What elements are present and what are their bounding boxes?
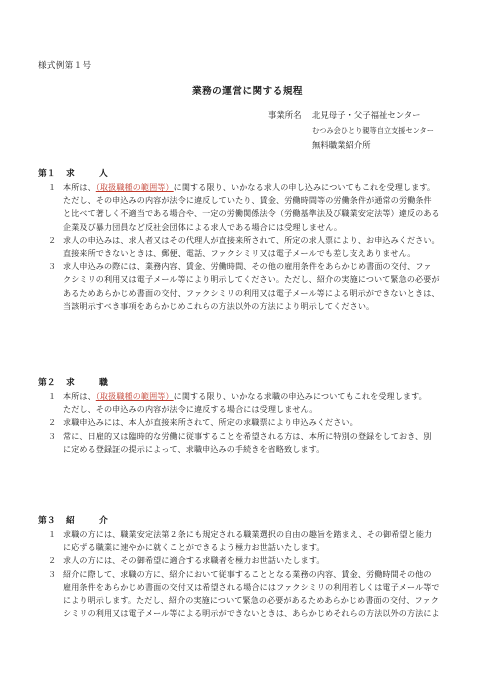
- text-run: 求職申込みには、本人が直接来所されて、所定の求職票により申込みください。: [63, 417, 358, 428]
- paragraph-line: に定める登録証の提示によって、求職申込みの手続きを省略致します。: [63, 443, 325, 454]
- paragraph-line: 企業及び暴力団員など反社会団体による求人である場合には受理しません。: [63, 221, 343, 232]
- text-run: 求人申込みの際には、業務内容、賃金、労働時間、その他の雇用条件をあらかじめ書面の交付、ファ: [63, 261, 432, 272]
- item-number: ３: [48, 430, 57, 441]
- office-name-3: 無料職業紹介所: [312, 140, 371, 150]
- section-2-heading: [38, 375, 108, 388]
- paragraph-line: [48, 430, 488, 443]
- paragraph-line: により明示します。ただし、紹介の実施について緊急の必要があるためあらかじめ書面の交付、ファク: [63, 594, 439, 605]
- paragraph-line: と比べて著しく不適当である場合や、一定の労働関係法令（労働基準法及び職業安定法等）違反のある: [63, 208, 440, 219]
- text-run: 求人の方には、その御希望に適合する求職者を極力お世話いたします。: [63, 555, 325, 566]
- section-number: 第３: [38, 516, 56, 526]
- paragraph-line: ただし、その申込みの内容が法令に違反していたり、賃金、労働時間等の労働条件が通常の労働条件: [63, 195, 432, 206]
- paragraph-line: [48, 260, 488, 273]
- paragraph-line: [48, 234, 488, 247]
- item-number: １: [48, 391, 57, 401]
- office-info: [268, 108, 434, 153]
- form-number: 様式例第１号: [38, 61, 92, 71]
- item-number: ２: [48, 555, 57, 566]
- section-2-body: [48, 390, 488, 456]
- office-label: 事業所名: [268, 110, 302, 120]
- paragraph-line: [48, 390, 488, 403]
- text-run: 本所は、: [63, 391, 96, 401]
- text-run: 紹介に際して、求職の方に、紹介において従事することとなる業務の内容、賃金、労働時間その他の: [63, 568, 432, 579]
- section-3-body: [48, 528, 488, 620]
- office-name-1: 北見母子・父子福祉センター: [312, 110, 421, 120]
- item-number: ３: [48, 568, 57, 579]
- paragraph-line: に応ずる職業に速やかに就くことができるよう極力お世話いたします。: [63, 542, 325, 553]
- paragraph-line: 直接来所できないときは、郵便、電話、ファクシミリ又は電子メールでも差し支えありません。: [63, 247, 416, 258]
- paragraph-line: クシミリの利用又は電子メール等により明示してください。ただし、紹介の実施について緊急の必要が: [63, 274, 440, 285]
- text-run: 求人の申込みは、求人者又はその代理人が直接来所されて、所定の求人票により、お申込みください。: [63, 234, 440, 245]
- text-run: に関する限り、いかなる求人の申し込みについてもこれを受理します。: [173, 182, 436, 192]
- section-title-char: 人: [99, 169, 108, 179]
- paragraph-line: あるためあらかじめ書面の交付、ファクシミリの利用又は電子メール等による明示ができないときは、: [63, 287, 440, 298]
- section-title-char: 求: [66, 169, 75, 179]
- text-run: 求職の方には、職業安定法第２条にも規定される職業選択の自由の趣旨を踏まえ、その御希望と能力: [63, 529, 433, 539]
- section-title-char: 介: [99, 516, 108, 526]
- paragraph-line: [48, 554, 488, 567]
- paragraph-line: [48, 416, 488, 429]
- section-1-heading: [38, 166, 108, 179]
- paragraph-line: シミリの利用又は電子メール等による明示ができないときは、あらかじめそれらの方法以外の方法によ: [63, 608, 440, 619]
- item-number: ２: [48, 234, 57, 245]
- scope-term: （取扱職種の範囲等）: [95, 182, 174, 192]
- section-title-char: 職: [99, 378, 108, 388]
- section-3-heading: [38, 513, 108, 526]
- paragraph-line: 雇用条件をあらかじめ書面の交付又は希望される場合にはファクシミリの利用若しくは電子メール等で: [63, 581, 440, 592]
- paragraph-line: [48, 528, 488, 541]
- document-title: 業務の運営に関する規程: [191, 86, 304, 97]
- item-number: ３: [48, 261, 57, 272]
- paragraph-line: [48, 181, 488, 194]
- item-number: １: [48, 529, 57, 539]
- text-run: 常に、日雇的又は臨時的な労働に従事することを希望される方は、本所に特別の登録をしておき、別: [63, 430, 432, 441]
- text-run: 本所は、: [63, 182, 96, 192]
- item-number: １: [48, 182, 57, 192]
- section-title-char: 求: [66, 378, 75, 388]
- section-title-char: 紹: [66, 516, 75, 526]
- paragraph-line: 当該明示すべき事項をあらかじめこれらの方法以外の方法により明示してください。: [63, 300, 375, 311]
- paragraph-line: ただし、その申込みの内容が法令に違反する場合には受理しません。: [63, 404, 318, 415]
- item-number: ２: [48, 417, 57, 428]
- paragraph-line: [48, 568, 488, 581]
- section-number: 第２: [38, 378, 56, 388]
- text-run: に関する限り、いかなる求職の申込みについてもこれを受理します。: [173, 391, 427, 401]
- section-number: 第１: [38, 169, 56, 179]
- scope-term: （取扱職種の範囲等）: [95, 391, 174, 401]
- section-1-body: [48, 181, 488, 313]
- office-name-2: むつみ会ひとり親等自立支援センター: [312, 126, 434, 135]
